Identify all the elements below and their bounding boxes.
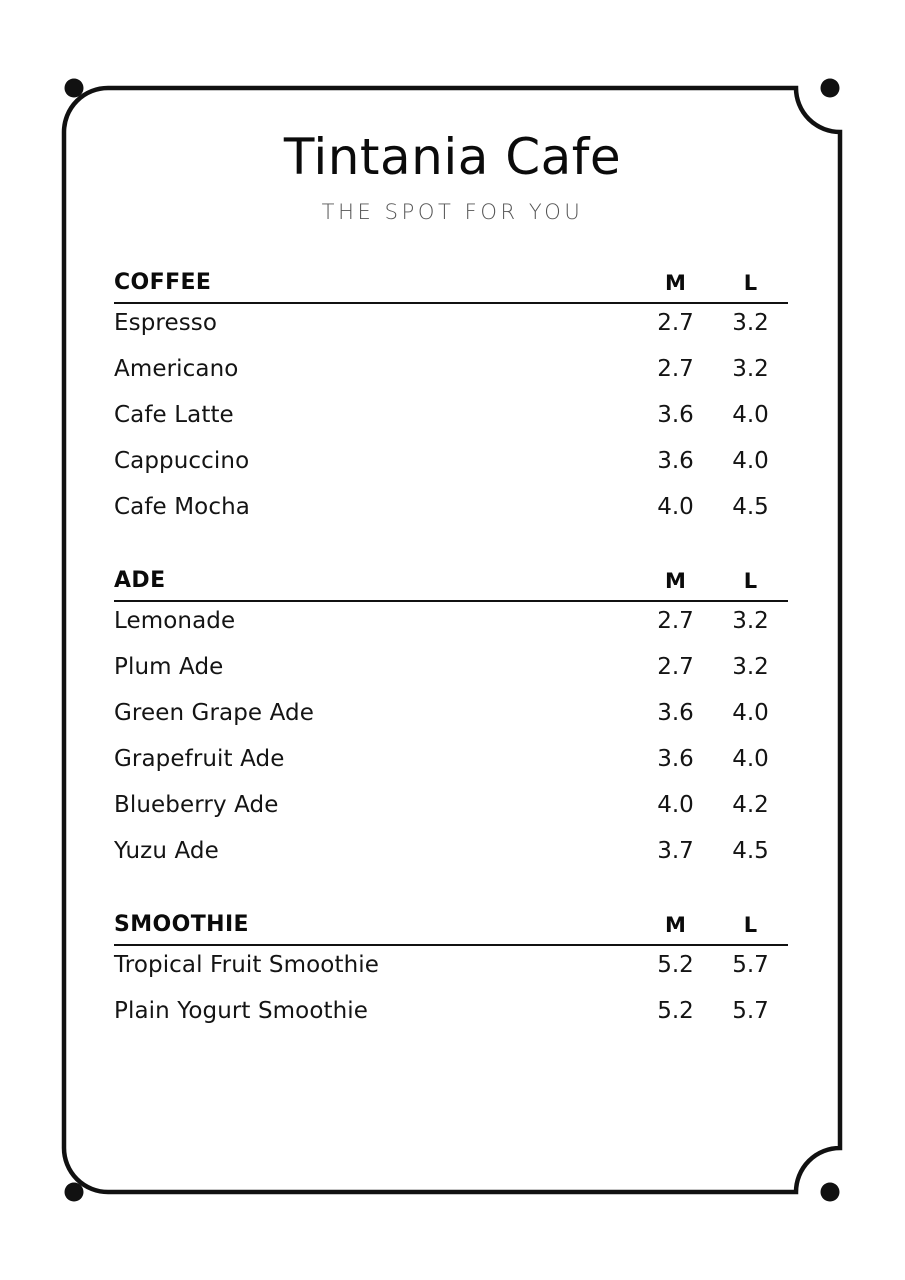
menu-item-row (114, 608, 788, 654)
section-header (114, 568, 788, 602)
section-header (114, 270, 788, 304)
menu-item-row (114, 746, 788, 792)
menu-section (114, 568, 788, 884)
menu-item-price-medium: 2.7 (657, 310, 694, 336)
menu-item-name: Blueberry Ade (114, 792, 279, 818)
menu-item-name: Yuzu Ade (114, 838, 219, 864)
section-items (114, 304, 788, 540)
menu-item-name: Plain Yogurt Smoothie (114, 998, 369, 1024)
menu-item-price-large: 4.0 (732, 700, 769, 726)
menu-sections (64, 270, 841, 1044)
menu-item-price-large: 3.2 (732, 356, 769, 382)
menu-item-price-large: 5.7 (732, 998, 769, 1024)
section-title: ADE (114, 568, 166, 593)
column-header-medium: M (665, 271, 686, 295)
menu-item-price-medium: 5.2 (657, 998, 694, 1024)
column-header-medium: M (665, 913, 686, 937)
section-title: SMOOTHIE (114, 912, 249, 937)
menu-item-price-medium: 2.7 (657, 356, 694, 382)
menu-item-row (114, 494, 788, 540)
menu-item-price-large: 4.5 (732, 838, 769, 864)
menu-item-row (114, 998, 788, 1044)
section-header (114, 912, 788, 946)
menu-item-row (114, 356, 788, 402)
menu-item-price-large: 4.0 (732, 746, 769, 772)
menu-header (64, 88, 841, 224)
menu-item-price-medium: 4.0 (657, 792, 694, 818)
section-items (114, 946, 788, 1044)
menu-item-name: Lemonade (114, 608, 236, 634)
menu-item-price-large: 4.2 (732, 792, 769, 818)
menu-item-price-large: 4.0 (732, 448, 769, 474)
menu-item-name: Cafe Latte (114, 402, 234, 428)
menu-item-name: Cappuccino (114, 448, 250, 474)
menu-item-row (114, 792, 788, 838)
menu-item-price-large: 3.2 (732, 310, 769, 336)
menu-item-row (114, 448, 788, 494)
page-title: Tintania Cafe (283, 128, 622, 186)
menu-item-price-medium: 4.0 (657, 494, 694, 520)
menu-item-price-large: 4.5 (732, 494, 769, 520)
menu-item-price-large: 3.2 (732, 654, 769, 680)
menu-item-name: Espresso (114, 310, 218, 336)
menu-item-row (114, 402, 788, 448)
menu-item-name: Green Grape Ade (114, 700, 314, 726)
menu-item-row (114, 700, 788, 746)
menu-item-price-large: 4.0 (732, 402, 769, 428)
menu-item-price-medium: 5.2 (657, 952, 694, 978)
menu-item-name: Cafe Mocha (114, 494, 250, 520)
menu-section (114, 270, 788, 540)
menu-item-name: Plum Ade (114, 654, 224, 680)
menu-item-name: Tropical Fruit Smoothie (114, 952, 380, 978)
menu-item-row (114, 310, 788, 356)
menu-item-name: Americano (114, 356, 239, 382)
menu-item-row (114, 838, 788, 884)
menu-item-price-medium: 3.7 (657, 838, 694, 864)
menu-item-price-medium: 3.6 (657, 448, 694, 474)
column-header-medium: M (665, 569, 686, 593)
section-items (114, 602, 788, 884)
menu-item-price-medium: 3.6 (657, 746, 694, 772)
column-header-large: L (743, 913, 758, 937)
column-header-large: L (743, 569, 758, 593)
section-title: COFFEE (114, 270, 212, 295)
menu-subtitle: THE SPOT FOR YOU (321, 200, 584, 224)
menu-item-price-medium: 3.6 (657, 402, 694, 428)
menu-item-price-medium: 2.7 (657, 654, 694, 680)
column-header-large: L (743, 271, 758, 295)
menu-item-price-medium: 3.6 (657, 700, 694, 726)
menu-content (64, 88, 841, 1193)
menu-item-name: Grapefruit Ade (114, 746, 285, 772)
menu-item-row (114, 654, 788, 700)
menu-section (114, 912, 788, 1044)
menu-item-row (114, 952, 788, 998)
menu-item-price-medium: 2.7 (657, 608, 694, 634)
menu-item-price-large: 5.7 (732, 952, 769, 978)
menu-item-price-large: 3.2 (732, 608, 769, 634)
